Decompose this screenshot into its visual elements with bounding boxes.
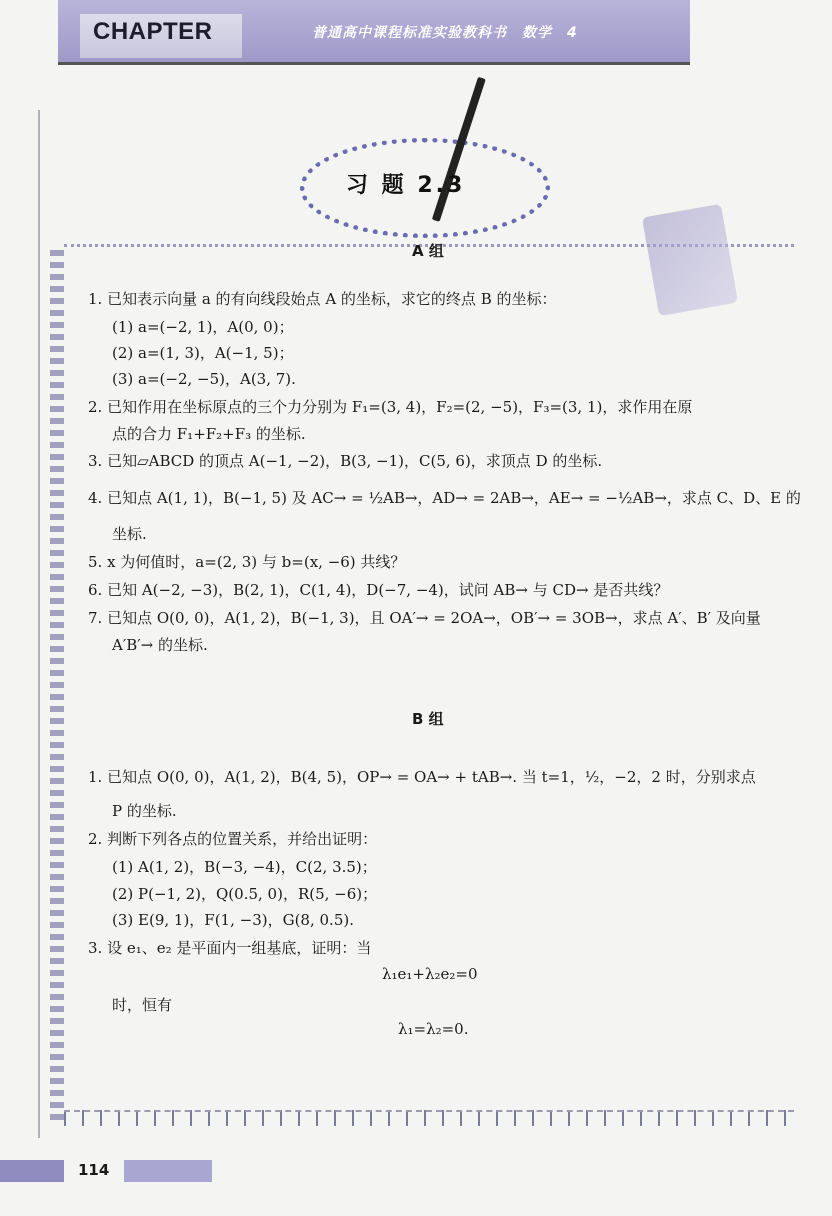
group-a-item: 6. 已知 A(−2, −3)，B(2, 1)，C(1, 4)，D(−7, −4)，试问 AB→ 与 CD→ 是否共线？ bbox=[88, 581, 669, 599]
footer-bar bbox=[124, 1160, 212, 1182]
group-a-item: 1. 已知表示向量 a 的有向线段始点 A 的坐标，求它的终点 B 的坐标： bbox=[88, 290, 557, 308]
group-a-item: 7. 已知点 O(0, 0)，A(1, 2)，B(−1, 3)，且 OA′→ = 2OA→，OB′→ = 3OB→，求点 A′、B′ 及向量 bbox=[88, 609, 761, 627]
group-a-item: A′B′→ 的坐标. bbox=[112, 636, 208, 654]
group-a-item: 5. x 为何值时，a=(2, 3) 与 b=(x, −6) 共线？ bbox=[88, 553, 406, 571]
book-illustration bbox=[642, 204, 738, 316]
exercise-title: 习 题 2.3 bbox=[346, 173, 466, 198]
group-b-item: (1) A(1, 2)，B(−3, −4)，C(2, 3.5)； bbox=[112, 858, 377, 876]
left-ruler-strip bbox=[50, 250, 64, 1120]
group-a-title: A 组 bbox=[412, 242, 444, 260]
group-a-item: (1) a=(−2, 1)，A(0, 0)； bbox=[112, 318, 294, 336]
chapter-label: CHAPTER bbox=[93, 18, 213, 45]
group-a-item: 坐标. bbox=[112, 525, 147, 543]
group-b-equation: λ₁e₁+λ₂e₂=0 bbox=[382, 965, 478, 983]
page-number: 114 bbox=[78, 1161, 110, 1179]
group-b-item: P 的坐标. bbox=[112, 802, 177, 820]
book-title: 普通高中课程标准实验教科书 数学 4 bbox=[312, 25, 578, 41]
footer-bar bbox=[0, 1160, 64, 1182]
group-b-item: (3) E(9, 1)，F(1, −3)，G(8, 0.5). bbox=[112, 911, 354, 929]
group-b-item: 2. 判断下列各点的位置关系，并给出证明： bbox=[88, 830, 378, 848]
group-b-equation: λ₁=λ₂=0. bbox=[398, 1020, 469, 1038]
group-a-item: (2) a=(1, 3)，A(−1, 5)； bbox=[112, 344, 294, 362]
group-a-item: 点的合力 F₁+F₂+F₃ 的坐标. bbox=[112, 425, 306, 443]
group-b-item: (2) P(−1, 2)，Q(0.5, 0)，R(5, −6)； bbox=[112, 885, 378, 903]
group-a-item: 3. 已知▱ABCD 的顶点 A(−1, −2)，B(3, −1)，C(5, 6)，求顶点 D 的坐标. bbox=[88, 452, 603, 470]
group-b-item: 时，恒有 bbox=[112, 996, 173, 1014]
group-b-item: 1. 已知点 O(0, 0)，A(1, 2)，B(4, 5)，OP→ = OA→ + tAB→. 当 t=1，½，−2，2 时，分别求点 bbox=[88, 768, 756, 786]
group-b-item: 3. 设 e₁、e₂ 是平面内一组基底，证明：当 bbox=[88, 939, 372, 957]
group-a-item: (3) a=(−2, −5)，A(3, 7). bbox=[112, 370, 296, 388]
group-b-title: B 组 bbox=[412, 710, 444, 728]
bottom-ruler-strip bbox=[64, 1110, 794, 1126]
group-a-item: 4. 已知点 A(1, 1)，B(−1, 5) 及 AC→ = ½AB→，AD→ = 2AB→，AE→ = −½AB→，求点 C、D、E 的 bbox=[88, 489, 801, 507]
group-a-item: 2. 已知作用在坐标原点的三个力分别为 F₁=(3, 4)，F₂=(2, −5)，F₃=(3, 1)，求作用在原 bbox=[88, 398, 693, 416]
